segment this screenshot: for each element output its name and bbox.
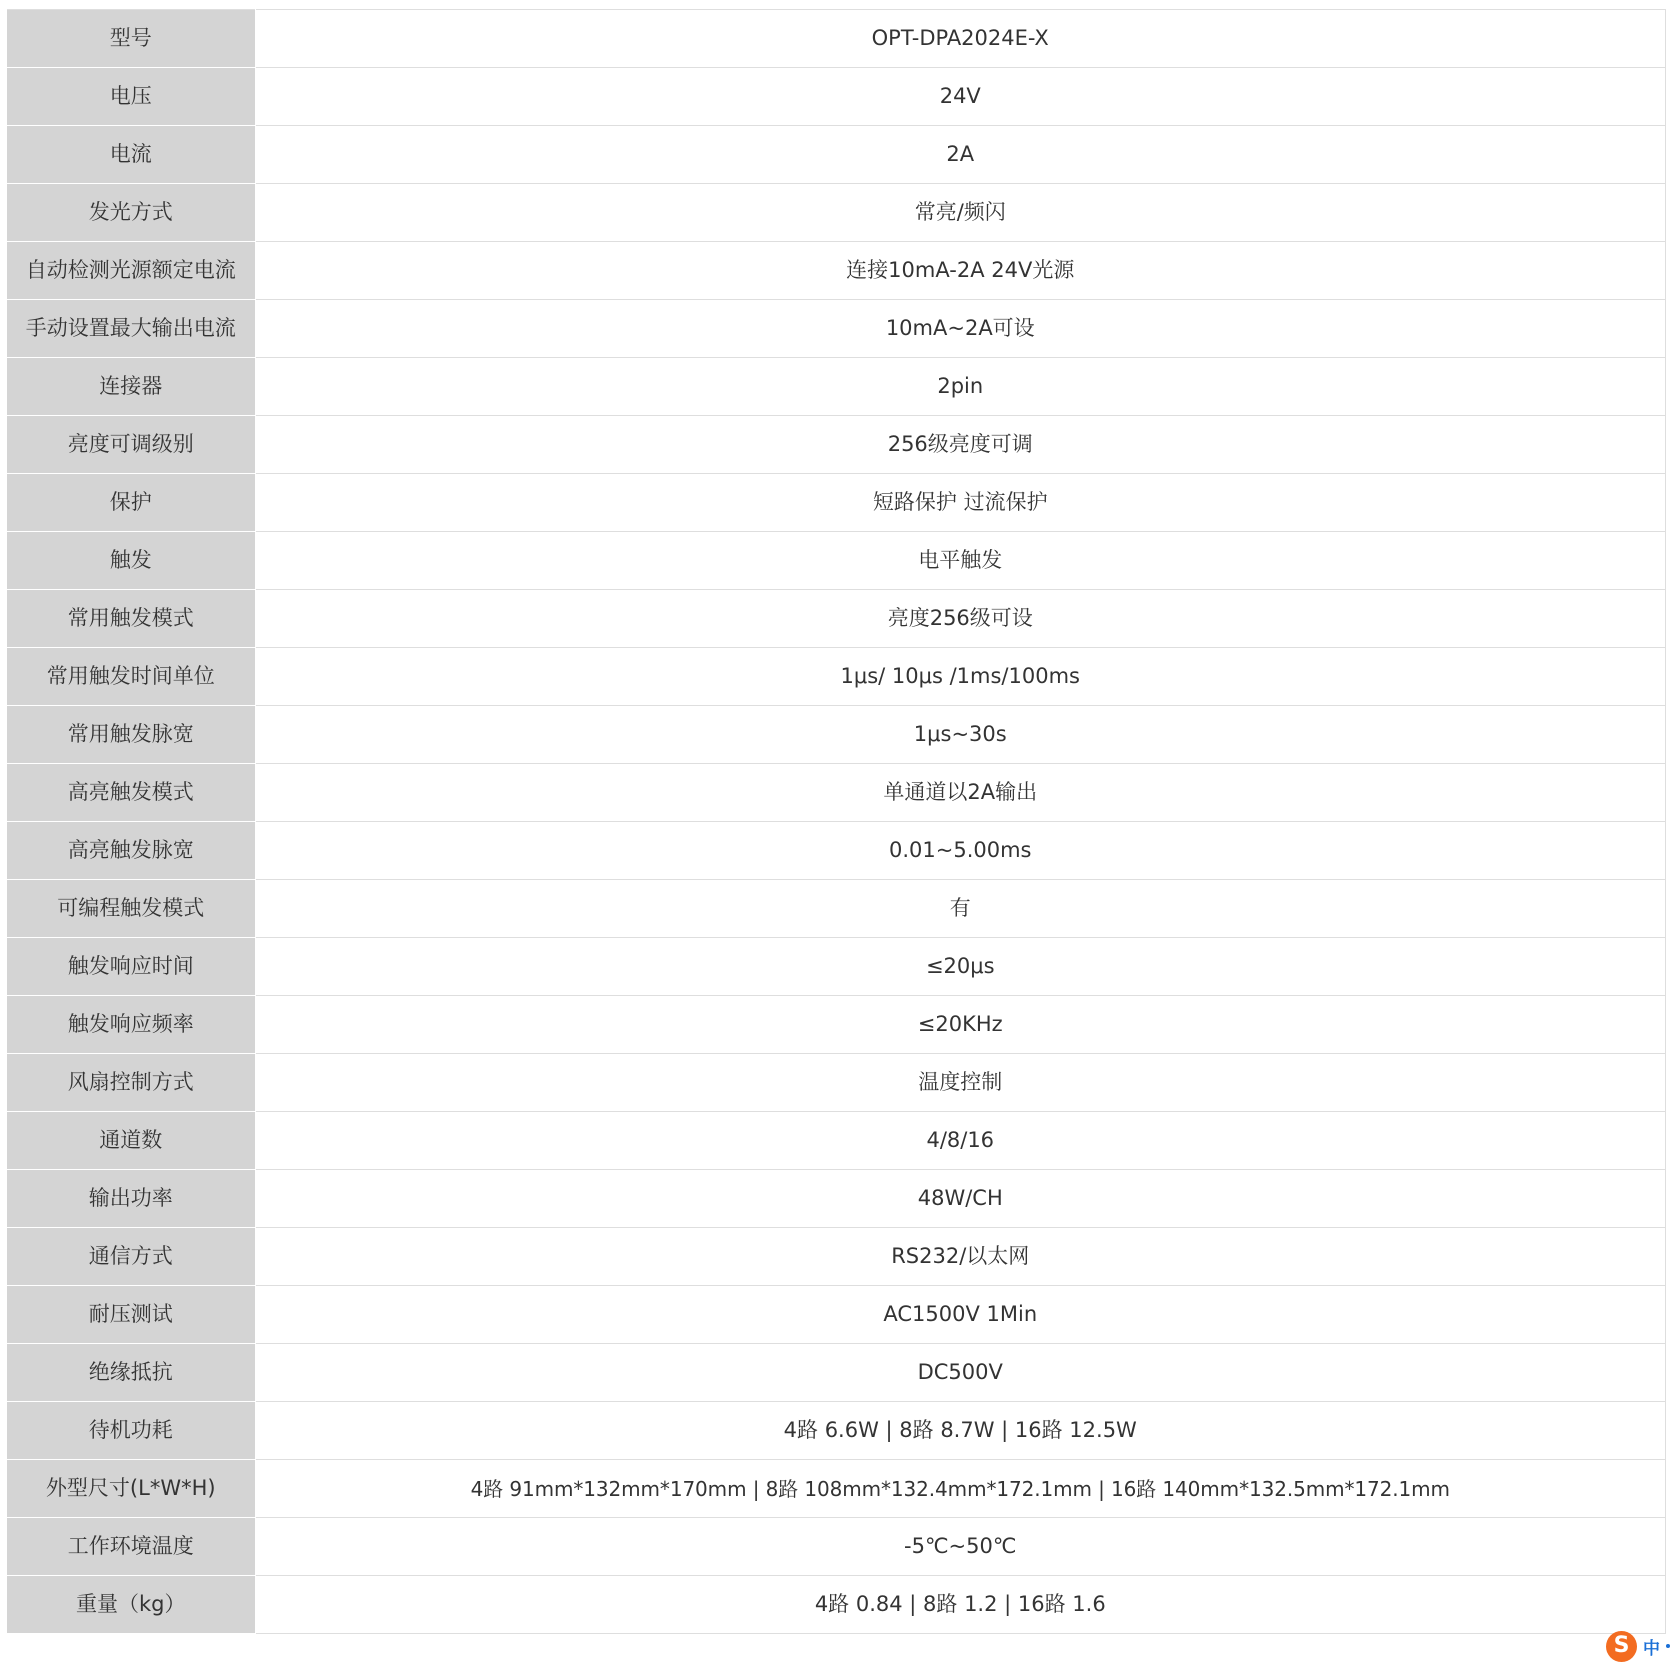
spec-value: 亮度256级可设 — [255, 590, 1666, 648]
table-row — [7, 996, 1666, 1054]
spec-label: 可编程触发模式 — [7, 880, 255, 938]
table-row — [7, 126, 1666, 184]
ime-language-toggle[interactable]: 中 — [1643, 1638, 1660, 1659]
spec-value: 4路 0.84 | 8路 1.2 | 16路 1.6 — [255, 1576, 1666, 1634]
spec-value: 0.01~5.00ms — [255, 822, 1666, 880]
table-row — [7, 706, 1666, 764]
spec-value: 256级亮度可调 — [255, 416, 1666, 474]
table-row — [7, 648, 1666, 706]
spec-label: 连接器 — [7, 358, 255, 416]
table-row — [7, 1402, 1666, 1460]
spec-label: 高亮触发模式 — [7, 764, 255, 822]
spec-value: 单通道以2A输出 — [255, 764, 1666, 822]
spec-label: 电流 — [7, 126, 255, 184]
table-row — [7, 532, 1666, 590]
spec-label: 常用触发模式 — [7, 590, 255, 648]
spec-label: 保护 — [7, 474, 255, 532]
table-row — [7, 938, 1666, 996]
sogou-ime-icon[interactable]: S — [1606, 1631, 1637, 1662]
spec-value: 24V — [255, 68, 1666, 126]
spec-value: 4路 91mm*132mm*170mm | 8路 108mm*132.4mm*172.1mm | 16路 140mm*132.5mm*172.1mm — [255, 1460, 1666, 1518]
table-row — [7, 1460, 1666, 1518]
spec-label: 亮度可调级别 — [7, 416, 255, 474]
spec-value: ≤20μs — [255, 938, 1666, 996]
table-row — [7, 1112, 1666, 1170]
spec-label: 手动设置最大输出电流 — [7, 300, 255, 358]
table-row — [7, 822, 1666, 880]
table-row — [7, 184, 1666, 242]
spec-value: 4路 6.6W | 8路 8.7W | 16路 12.5W — [255, 1402, 1666, 1460]
table-row — [7, 590, 1666, 648]
spec-value: -5℃~50℃ — [255, 1518, 1666, 1576]
spec-value: 温度控制 — [255, 1054, 1666, 1112]
spec-label: 发光方式 — [7, 184, 255, 242]
table-row — [7, 300, 1666, 358]
spec-label: 自动检测光源额定电流 — [7, 242, 255, 300]
ime-toolbar[interactable] — [1606, 1628, 1675, 1664]
spec-value: 4/8/16 — [255, 1112, 1666, 1170]
spec-label: 输出功率 — [7, 1170, 255, 1228]
spec-value: 48W/CH — [255, 1170, 1666, 1228]
spec-value: RS232/以太网 — [255, 1228, 1666, 1286]
spec-value: AC1500V 1Min — [255, 1286, 1666, 1344]
table-row — [7, 1054, 1666, 1112]
spec-label: 通信方式 — [7, 1228, 255, 1286]
spec-table — [7, 9, 1666, 1634]
spec-label: 绝缘抵抗 — [7, 1344, 255, 1402]
spec-value: 10mA~2A可设 — [255, 300, 1666, 358]
table-row — [7, 474, 1666, 532]
spec-label: 重量（kg） — [7, 1576, 255, 1634]
table-row — [7, 1170, 1666, 1228]
spec-value: 2A — [255, 126, 1666, 184]
table-row — [7, 1576, 1666, 1634]
spec-value: 常亮/频闪 — [255, 184, 1666, 242]
ime-dot-icon — [1666, 1644, 1670, 1648]
spec-label: 触发响应时间 — [7, 938, 255, 996]
spec-label: 电压 — [7, 68, 255, 126]
spec-label: 外型尺寸(L*W*H) — [7, 1460, 255, 1518]
table-row — [7, 1344, 1666, 1402]
spec-value: ≤20KHz — [255, 996, 1666, 1054]
table-row — [7, 10, 1666, 68]
spec-label: 触发 — [7, 532, 255, 590]
table-row — [7, 880, 1666, 938]
spec-label: 待机功耗 — [7, 1402, 255, 1460]
spec-value: 1μs/ 10μs /1ms/100ms — [255, 648, 1666, 706]
spec-label: 触发响应频率 — [7, 996, 255, 1054]
table-row — [7, 68, 1666, 126]
spec-value: 2pin — [255, 358, 1666, 416]
spec-value: 有 — [255, 880, 1666, 938]
spec-label: 常用触发时间单位 — [7, 648, 255, 706]
table-row — [7, 242, 1666, 300]
table-row — [7, 1286, 1666, 1344]
table-row — [7, 1518, 1666, 1576]
spec-value: 电平触发 — [255, 532, 1666, 590]
table-row — [7, 764, 1666, 822]
spec-label: 型号 — [7, 10, 255, 68]
spec-value: 短路保护 过流保护 — [255, 474, 1666, 532]
spec-label: 高亮触发脉宽 — [7, 822, 255, 880]
spec-label: 工作环境温度 — [7, 1518, 255, 1576]
spec-label: 耐压测试 — [7, 1286, 255, 1344]
spec-value: DC500V — [255, 1344, 1666, 1402]
spec-value: OPT-DPA2024E-X — [255, 10, 1666, 68]
table-row — [7, 358, 1666, 416]
spec-label: 常用触发脉宽 — [7, 706, 255, 764]
table-row — [7, 1228, 1666, 1286]
spec-value: 连接10mA-2A 24V光源 — [255, 242, 1666, 300]
spec-label: 通道数 — [7, 1112, 255, 1170]
spec-value: 1μs~30s — [255, 706, 1666, 764]
spec-table-body — [7, 10, 1666, 1634]
spec-label: 风扇控制方式 — [7, 1054, 255, 1112]
table-row — [7, 416, 1666, 474]
